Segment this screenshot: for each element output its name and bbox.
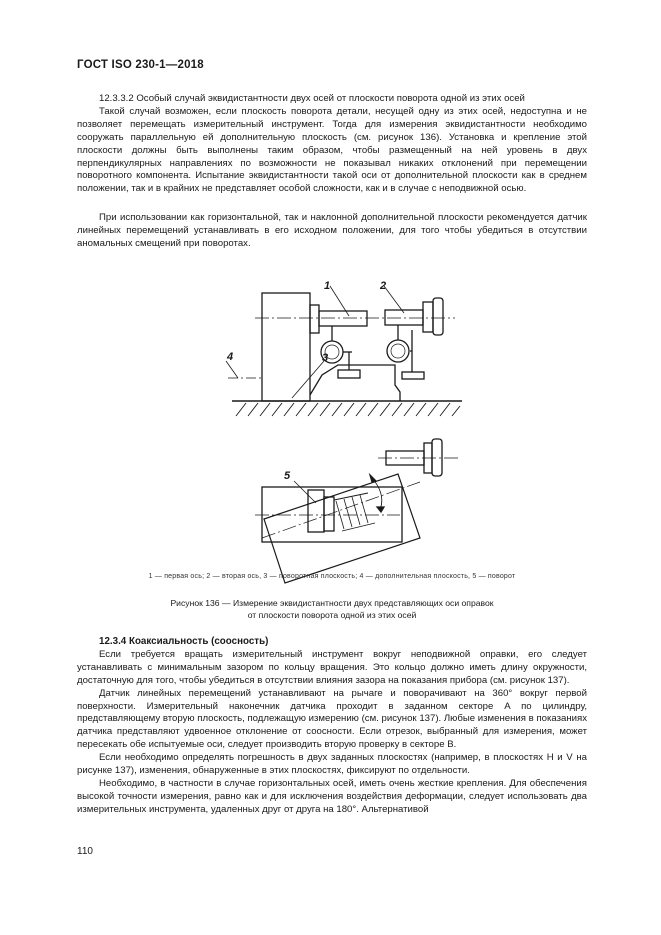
label-5: 5 xyxy=(284,470,291,482)
caption-line-1: Рисунок 136 — Измерение эквидистантности двух представляющих оси оправок xyxy=(170,598,494,608)
caption-line-2: от плоскости поворота одной из этих осей xyxy=(247,610,417,620)
page-number: 110 xyxy=(77,846,93,857)
paragraph: Если необходимо определять погрешность в двух заданных плоскостях (например, в плоскостях H и V на рисунке 137), изменения, обнаруженные в этих плоскостях, фиксируют по отдельности. xyxy=(77,752,587,777)
label-2: 2 xyxy=(380,280,387,292)
section-heading: 12.3.4 Коаксиальность (соосность) xyxy=(99,636,269,647)
label-3: 3 xyxy=(322,352,329,364)
figure-legend: 1 — первая ось; 2 — вторая ось, 3 — поворотная плоскость; 4 — дополнительная плоскость, 5 — поворот xyxy=(148,573,516,580)
label-1: 1 xyxy=(324,280,331,292)
paragraph: 12.3.3.2 Особый случай эквидистантности двух осей от плоскости поворота одной из этих осей xyxy=(99,93,525,104)
paragraph: Если требуется вращать измерительный инструмент вокруг неподвижной оправки, его следует устанавливать с минимальным зазором по кольцу вращения. Это кольцо должно иметь длину окружности, достаточную для того, чтобы убедиться в отсутствии влияния зазора на показания прибора (см. рисунок 137). xyxy=(77,648,587,686)
section-coaxiality-text xyxy=(77,636,587,817)
paragraph: При использовании как горизонтальной, так и наклонной дополнительной плоскости рекомендуется датчик линейных перемещений устанавливать в его исходном положении, для того чтобы убедиться в отсутствии аномальных смещений при поворотах. xyxy=(77,212,587,249)
paragraph: Датчик линейных перемещений устанавливают на рычаге и поворачивают на 360° вокруг первой поверхности. Измерительный наконечник датчика проходит в заданном секторе A по цилиндру, представляющему вторую плоскость, подлежащую измерению (см. рисунок 137). Любые изменения в показаниях датчика представляют удвоенное отклонение от соосности. Если отрезок, выбранный для измерения, может пересекать обе испытуемые оси, следует производить вторую проверку в секторе B. xyxy=(77,687,587,751)
figure-caption xyxy=(77,597,587,621)
label-4: 4 xyxy=(227,351,234,363)
paragraph: Необходимо, в частности в случае горизонтальных осей, иметь очень жесткие крепления. Для обеспечения высокой точности измерения, равно как и для исключения воздействия деформации, следует использовать два измерительных инструмента, удаленных друг от друга на 180°. Альтернативой xyxy=(77,777,587,815)
paragraph: Такой случай возможен, если плоскость поворота детали, несущей одну из этих осей, недоступна и не позволяет перемещать измерительный инструмент. Тогда для измерения эквидистантности необходимо сооружать параллельную ей дополнительную плоскость (см. рисунок 136). Установка и крепление этой плоскости должны быть выполнены таким образом, чтобы размещенный на ней уровень в двух перпендикулярных направлениях по возможности не показывал никаких отклонений при перемещении поворотного компонента. Испытание эквидистантности такой оси от дополнительной плоскости как в среднем положении, так и в крайних не представляет особой сложности, как и в случае с неподвижной осью. xyxy=(77,105,587,195)
document-header: ГОСТ ISO 230-1—2018 xyxy=(77,59,204,71)
